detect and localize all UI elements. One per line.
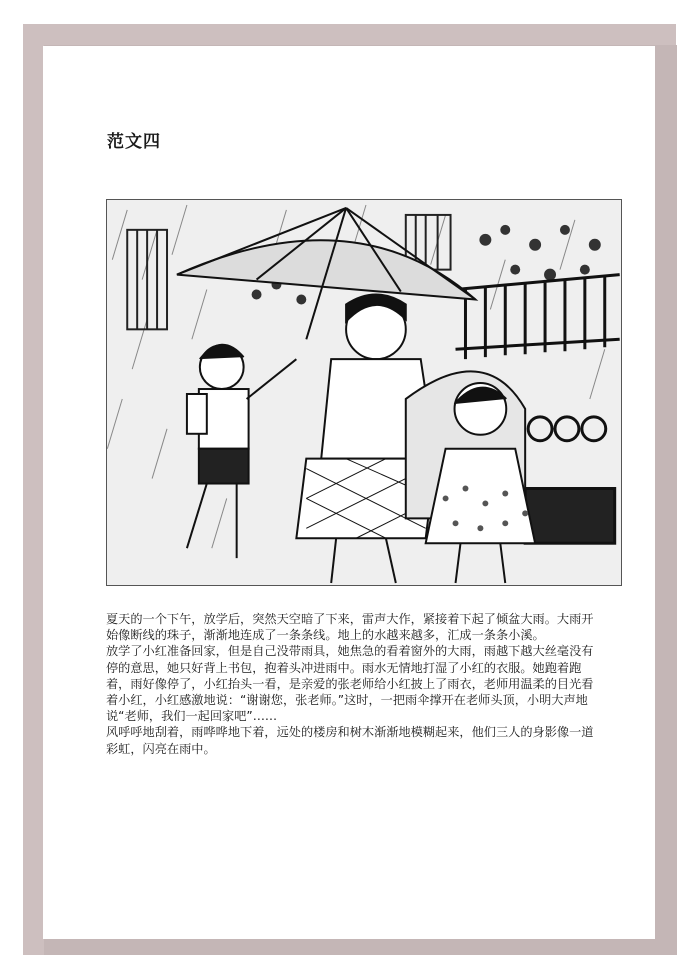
girl-figure [406,371,535,583]
document-title: 范文四 [107,132,161,152]
building-left [127,230,167,329]
essay-body [106,611,602,757]
umbrella [177,208,475,339]
essay-paragraph: 放学了小红准备回家，但是自己没带雨具，她焦急的看着窗外的大雨，雨越下越大丝毫没有停的意思，她只好背上书包，抱着头冲进雨中。雨水无情地打湿了小红的衣服。她跑着跑着，雨好像停了，小红抬头一看，是亲爱的张老师给小红披上了雨衣，老师用温柔的目光看着小红，小红感激地说：“谢谢您，张老师。”这时，一把雨伞撑开在老师头顶，小明大声地说“老师，我们一起回家吧”…… [106,644,594,724]
boy-figure [187,345,296,558]
essay-paragraph: 风呼呼地刮着，雨哗哗地下着，远处的楼房和树木渐渐地模糊起来，他们三人的身影像一道彩虹，闪亮在雨中。 [106,725,594,756]
essay-paragraph: 夏天的一个下午，放学后，突然天空暗了下来，雷声大作，紧接着下起了倾盆大雨。大雨开始像断线的珠子，渐渐地连成了一条条线。地上的水越来越多，汇成一条条小溪。 [106,612,594,643]
illustration-teacher-children-in-rain [106,199,622,586]
